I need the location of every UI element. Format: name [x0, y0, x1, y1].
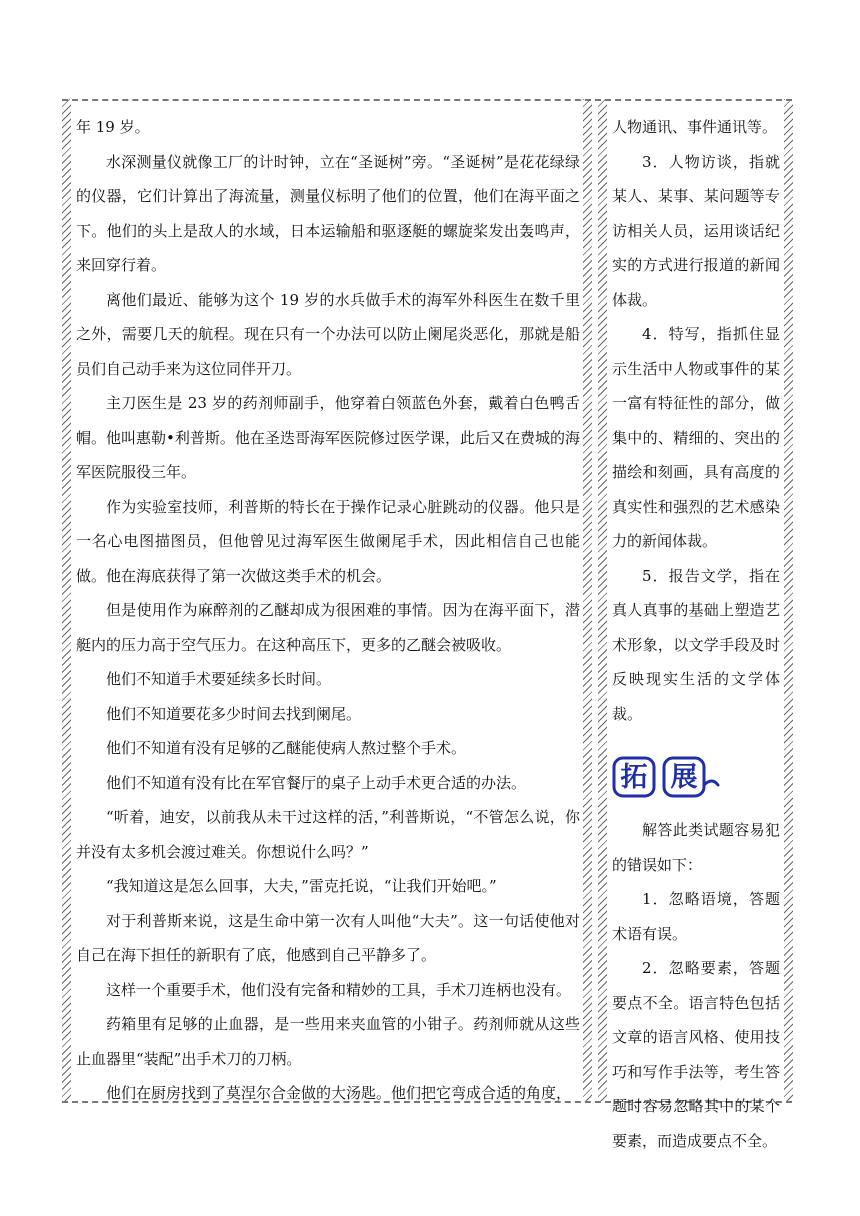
paragraph: 这样一个重要手术，他们没有完备和精妙的工具，手术刀连柄也没有。 — [106, 980, 572, 999]
paragraph: 对于利普斯来说，这是生命中第一次有人叫他“大夫”。这一句话使他对自己在海下担任的新职有了底，他感到自己平静多了。 — [76, 911, 580, 964]
right-column — [612, 110, 780, 1158]
paragraph: 他们不知道手术要延续多长时间。 — [106, 670, 332, 688]
paragraph: 人物通讯、事件通讯等。 — [612, 118, 778, 136]
paragraph: 但是使用作为麻醉剂的乙醚却成为很困难的事情。因为在海平面下，潜艇内的压力高于空气压力。在这种高压下，更多的乙醚会被吸收。 — [76, 601, 580, 654]
paragraph: 他们在厨房找到了莫涅尔合金做的大汤匙。他们把它弯成合适的角度， — [106, 1084, 572, 1102]
paragraph: 4．特写，指抓住显示生活中人物或事件的某一富有特征性的部分，做集中的、精细的、突出的描绘和刻画，具有高度的真实性和强烈的艺术感染力的新闻体裁。 — [612, 325, 780, 550]
extension-badge — [612, 755, 780, 799]
left-column — [76, 110, 580, 1111]
extension-badge-icon — [612, 755, 724, 799]
paragraph: 他们不知道有没有比在军官餐厅的桌子上动手术更合适的办法。 — [106, 773, 527, 792]
paragraph: 3．人物访谈，指就某人、某事、某问题等专访相关人员，运用谈话纪实的方式进行报道的新闻体裁。 — [612, 152, 780, 309]
paragraph: 5．报告文学，指在真人真事的基础上塑造艺术形象，以文学手段及时反映现实生活的文学体裁。 — [612, 566, 780, 723]
paragraph: 他们不知道有没有足够的乙醚能使病人熬过整个手术。 — [106, 739, 467, 757]
paragraph: 1．忽略语境，答题术语有误。 — [612, 890, 780, 943]
column-divider-hatch-left — [583, 99, 592, 1101]
paragraph: “我知道这是怎么回事，大夫，”雷克托说，“让我们开始吧。” — [106, 877, 497, 895]
paragraph: 2．忽略要素，答题要点不全。语言特色包括文章的语言风格、使用技巧和写作手法等，考生答题时容易忽略其中的某个要素，而造成要点不全。 — [612, 959, 780, 1150]
column-divider-hatch-right — [598, 99, 607, 1101]
paragraph: 离他们最近、能够为这个 19 岁的水兵做手术的海军外科医生在数千里之外，需要几天的航程。现在只有一个办法可以防止阑尾炎恶化，那就是船员们自己动手来为这位同伴开刀。 — [76, 290, 580, 378]
paragraph: 他们不知道要花多少时间去找到阑尾。 — [106, 704, 362, 723]
paragraph: 主刀医生是 23 岁的药剂师副手，他穿着白领蓝色外套，戴着白色鸭舌帽。他叫惠勒•利普斯。他在圣迭哥海军医院修过医学课，此后又在费城的海军医院服役三年。 — [76, 394, 580, 481]
paragraph: 水深测量仪就像工厂的计时钟，立在“圣诞树”旁。“圣诞树”是花花绿绿的仪器，它们计算出了海流量，测量仪标明了他们的位置，他们在海平面之下。他们的头上是敌人的水域，日本运输船和驱逐艇的螺旋桨发出轰鸣声，来回穿行着。 — [76, 152, 580, 274]
badge-char: 展 — [670, 762, 698, 793]
paragraph: 作为实验室技师，利普斯的特长在于操作记录心脏跳动的仪器。他只是一名心电图描图员，但他曾见过海军医生做阑尾手术，因此相信自己也能做。他在海底获得了第一次做这类手术的机会。 — [76, 497, 580, 585]
paragraph: 年 19 岁。 — [76, 118, 150, 136]
left-border-hatch — [62, 99, 71, 1101]
paragraph: 解答此类试题容易犯的错误如下： — [612, 821, 780, 874]
paragraph: “听着，迪安，以前我从未干过这样的活，”利普斯说，“不管怎么说，你并没有太多机会渡过难关。你想说什么吗？” — [76, 808, 580, 861]
badge-char: 拓 — [620, 762, 648, 793]
right-border-hatch — [784, 99, 793, 1101]
paragraph: 药箱里有足够的止血器，是一些用来夹血管的小钳子。药剂师就从这些止血器里“装配”出手术刀的刀柄。 — [76, 1015, 580, 1068]
